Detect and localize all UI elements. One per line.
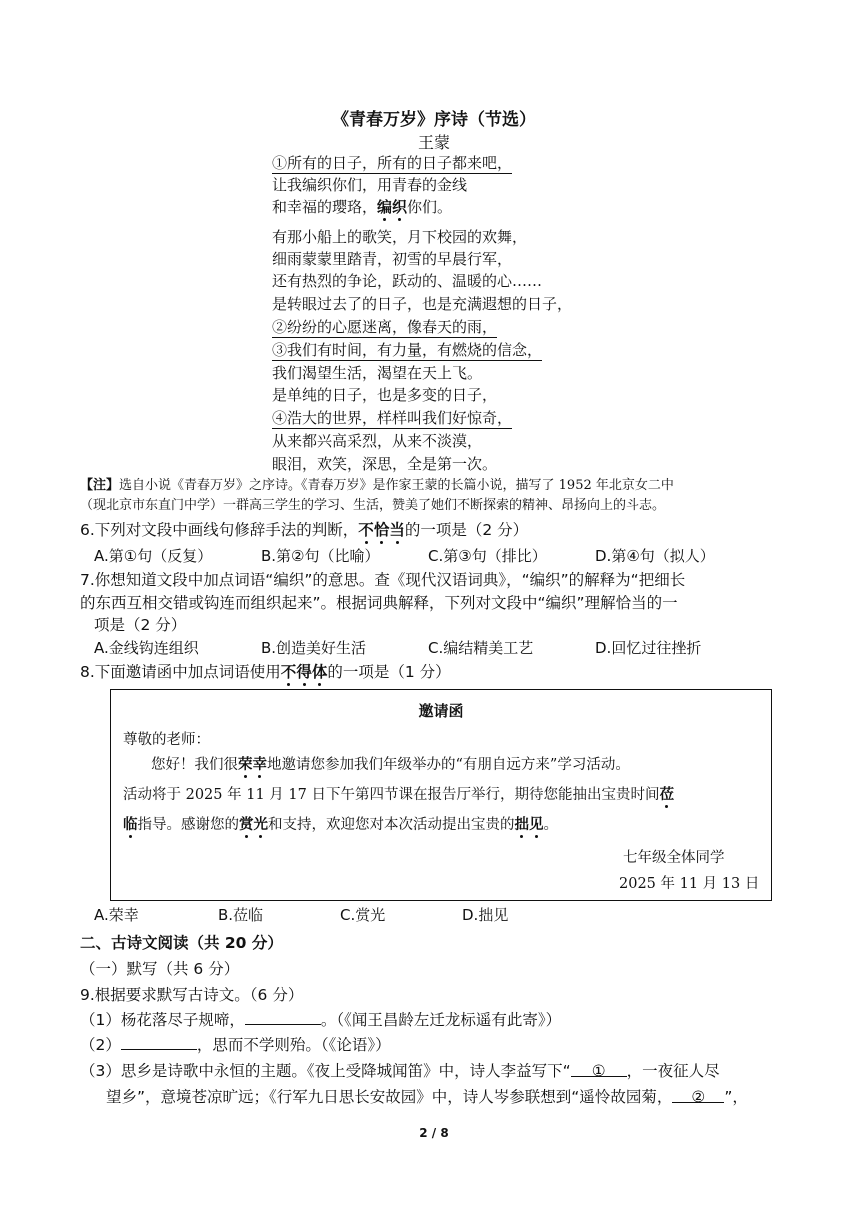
poem-line-9 <box>272 339 542 361</box>
dotted-char: 光 <box>253 816 268 833</box>
q9-3-text: ，一夜征人尽 <box>626 1062 720 1080</box>
answer-blank-2[interactable]: ② <box>672 1088 724 1103</box>
dotted-char: 荣 <box>238 756 253 773</box>
answer-blank[interactable] <box>121 1035 197 1050</box>
poem-line-10: 我们渴望生活，渴望在天上飞。 <box>272 364 483 382</box>
note-line-2: （现北京市东直门中学）一群高三学生的学习、生活，赞美了她们不断探索的精神、昂扬向上的斗志。 <box>80 498 666 513</box>
question-6-stem <box>80 518 528 540</box>
q8-option-b[interactable]: B.莅临 <box>218 906 264 924</box>
poem-line-14: 眼泪，欢笑，深思，全是第一次。 <box>272 455 498 473</box>
body-text: 地邀请您参加我们年级举办的“有朋自远方来”学习活动。 <box>267 757 630 773</box>
question-9-stem: 9.根据要求默写古诗文。（6 分） <box>80 986 304 1004</box>
poem-title: 《青春万岁》序诗（节选） <box>332 110 536 130</box>
question-7-line-1: 7.你想知道文段中加点词语“编织”的意思。查《现代汉语词典》，“编织”的解释为“把细长 <box>80 571 686 589</box>
invitation-body-line-2 <box>123 783 674 804</box>
dotted-char: 不 <box>358 521 374 539</box>
poem-author: 王蒙 <box>417 133 450 152</box>
question-9-2 <box>80 1033 391 1055</box>
q9-3-text: ”， <box>724 1088 748 1106</box>
section-2-heading: 二、古诗文阅读（共 20 分） <box>80 934 283 952</box>
q6-option-c[interactable]: C.第③句（排比） <box>428 547 547 565</box>
poem-line-8 <box>272 316 497 338</box>
q8-option-a[interactable]: A.荣幸 <box>94 906 139 924</box>
question-8-stem <box>80 660 451 682</box>
q6-stem-text: 6.下列对文段中画线句修辞手法的判断， <box>80 521 359 539</box>
body-text: 和支持，欢迎您对本次活动提出宝贵的 <box>268 817 515 833</box>
invitation-salutation: 尊敬的老师： <box>123 732 210 748</box>
invitation-signer: 七年级全体同学 <box>623 850 725 866</box>
body-text: 。 <box>543 817 558 833</box>
dotted-char: 赏 <box>239 816 254 833</box>
q7-option-b[interactable]: B.创造美好生活 <box>261 639 367 657</box>
q9-1-source: 。（《闻王昌龄左迁龙标遥有此寄》） <box>320 1011 562 1029</box>
q7-option-d[interactable]: D.回忆过往挫折 <box>595 639 702 657</box>
poem-line-6: 还有热烈的争论，跃动的、温暖的心…… <box>272 272 543 290</box>
q9-3-text: 望乡”，意境苍凉旷远；《行军九日思长安故园》中，诗人岑参联想到“遥怜故园菊， <box>106 1088 673 1106</box>
invitation-body-line-1 <box>151 753 630 774</box>
dotted-char: 得 <box>296 663 312 681</box>
dotted-char: 体 <box>311 663 328 681</box>
poem-line-11: 是单纯的日子，也是多变的日子， <box>272 386 498 404</box>
poem-line-3-end: 你们。 <box>407 198 453 216</box>
question-9-1 <box>80 1008 561 1030</box>
dotted-char: 莅 <box>659 786 674 803</box>
answer-blank[interactable] <box>245 1010 321 1025</box>
question-9-3-line-2 <box>106 1085 748 1107</box>
answer-blank-1[interactable]: ① <box>571 1062 627 1077</box>
dotted-char: 幸 <box>252 756 267 773</box>
poem-line-5: 细雨蒙蒙里踏青，初雪的早晨行军， <box>272 250 513 268</box>
underlined-sentence-1: ①所有的日子，所有的日子都来吧， <box>272 154 513 172</box>
q9-2-source: ，思而不学则殆。（《论语》） <box>196 1036 391 1054</box>
poem-line-3-text: 和幸福的璎珞， <box>272 198 378 216</box>
invitation-letter-box <box>110 689 772 901</box>
q8-option-d[interactable]: D.拙见 <box>462 906 509 924</box>
q9-1-text: （1）杨花落尽子规啼， <box>80 1011 245 1029</box>
poem-line-4: 有那小船上的歌笑，月下校园的欢舞， <box>272 228 528 246</box>
poem-line-1 <box>272 152 512 174</box>
underlined-sentence-2: ②纷纷的心愿迷离，像春天的雨， <box>272 318 498 336</box>
dotted-char: 拙 <box>514 816 529 833</box>
q6-option-b[interactable]: B.第②句（比喻） <box>261 547 380 565</box>
q6-option-a[interactable]: A.第①句（反复） <box>94 547 213 565</box>
section-2-subheading: （一）默写（共 6 分） <box>80 960 240 978</box>
question-7-line-2: 的东西互相交错或钩连而组织起来”。根据词典解释，下列对文段中“编织”理解恰当的一 <box>80 594 678 612</box>
q8-option-c[interactable]: C.赏光 <box>340 906 386 924</box>
dotted-char: 不 <box>280 663 297 681</box>
q9-3-text: （3）思乡是诗歌中永恒的主题。《夜上受降城闻笛》中，诗人李益写下“ <box>80 1062 571 1080</box>
dotted-char: 恰 <box>373 521 390 539</box>
note-label: 【注】 <box>80 478 120 493</box>
question-9-3-line-1 <box>80 1059 720 1081</box>
body-text: 活动将于 2025 年 11 月 17 日下午第四节课在报告厅举行，期待您能抽出宝贵时间 <box>123 787 660 803</box>
q6-stem-end: 的一项是（2 分） <box>404 521 529 539</box>
question-7-line-3: 项是（2 分） <box>94 616 187 634</box>
q6-option-d[interactable]: D.第④句（拟人） <box>595 547 715 565</box>
underlined-sentence-4: ④浩大的世界，样样叫我们好惊奇， <box>272 409 513 427</box>
poem-line-2: 让我编织你们，用青春的金线 <box>272 176 468 194</box>
poem-line-13: 从来都兴高采烈，从来不淡漠， <box>272 432 483 450</box>
note-text-1: 选自小说《青春万岁》之序诗。《青春万岁》是作家王蒙的长篇小说，描写了 1952 年北京女二中 <box>119 478 674 493</box>
q7-option-c[interactable]: C.编结精美工艺 <box>428 639 534 657</box>
dotted-char: 编 <box>377 198 393 216</box>
note-line-1 <box>80 476 674 496</box>
poem-line-7: 是转眼过去了的日子，也是充满遐想的日子， <box>272 295 573 313</box>
invitation-body-line-3 <box>123 813 558 834</box>
q8-stem-end: 的一项是（1 分） <box>327 663 451 681</box>
dotted-char: 临 <box>123 816 138 833</box>
invitation-title: 邀请函 <box>418 702 464 720</box>
dotted-char: 当 <box>389 521 405 539</box>
body-text: 您好！我们很 <box>151 757 238 773</box>
q7-option-a[interactable]: A.金线钩连组织 <box>94 639 199 657</box>
invitation-date: 2025 年 11 月 13 日 <box>619 876 760 892</box>
q8-stem-text: 8.下面邀请函中加点词语使用 <box>80 663 281 681</box>
dotted-char: 见 <box>529 816 544 833</box>
q9-2-text: （2） <box>80 1036 121 1054</box>
page-number: 2 / 8 <box>419 1126 449 1140</box>
underlined-sentence-3: ③我们有时间，有力量，有燃烧的信念， <box>272 341 543 359</box>
body-text: 指导。感谢您的 <box>137 817 239 833</box>
dotted-char: 织 <box>392 198 408 216</box>
poem-line-3 <box>272 196 452 218</box>
poem-line-12 <box>272 407 512 429</box>
